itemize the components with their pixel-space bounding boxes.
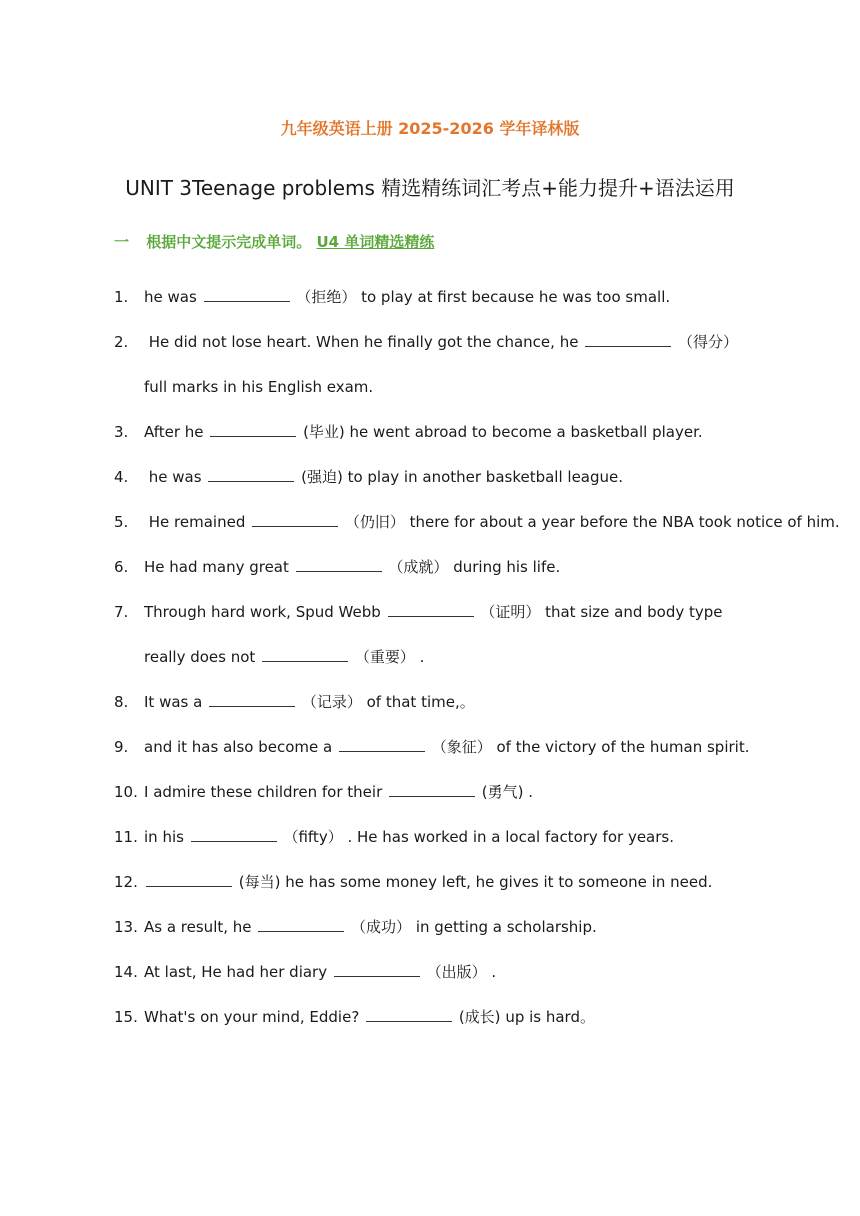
question-suffix: of that time,。 — [366, 693, 475, 711]
question-text — [144, 963, 496, 981]
chinese-hint: （fifty） — [278, 828, 348, 846]
question-text — [144, 423, 703, 441]
answer-blank[interactable] — [208, 467, 294, 482]
question-prefix: He had many great — [144, 558, 294, 576]
answer-blank[interactable] — [258, 917, 344, 932]
question-number: 10. — [114, 783, 138, 801]
question-suffix: of the victory of the human spirit. — [496, 738, 750, 756]
chinese-hint: （得分） — [673, 333, 738, 351]
chinese-hint: (每当) — [234, 873, 286, 891]
question-suffix: he went abroad to become a basketball player. — [349, 423, 703, 441]
question-prefix: really does not — [144, 648, 261, 666]
question-item — [114, 556, 764, 578]
question-number: 9. — [114, 738, 129, 756]
answer-blank[interactable] — [339, 737, 425, 752]
chinese-hint: （记录） — [297, 693, 367, 711]
answer-blank[interactable] — [210, 422, 296, 437]
question-text — [144, 693, 475, 711]
chinese-hint: (强迫) — [296, 468, 348, 486]
question-prefix: in his — [144, 828, 189, 846]
question-text — [144, 828, 674, 846]
question-number: 14. — [114, 963, 138, 981]
question-item — [114, 871, 764, 893]
question-text — [144, 603, 723, 621]
question-number: 6. — [114, 558, 129, 576]
question-prefix: As a result, he — [144, 918, 257, 936]
answer-blank[interactable] — [209, 692, 295, 707]
chinese-hint: (勇气) — [477, 783, 529, 801]
question-item — [114, 736, 764, 758]
chinese-hint: （成就） — [383, 558, 454, 576]
answer-blank[interactable] — [252, 512, 338, 527]
chinese-hint: （成功） — [346, 918, 416, 936]
question-text — [144, 468, 623, 486]
question-prefix: Through hard work, Spud Webb — [144, 603, 386, 621]
question-prefix: he was — [144, 468, 207, 486]
question-number: 13. — [114, 918, 138, 936]
answer-blank[interactable] — [366, 1007, 452, 1022]
chinese-hint: （证明） — [475, 603, 546, 621]
question-number: 11. — [114, 828, 138, 846]
answer-blank[interactable] — [388, 602, 474, 617]
question-continuation — [144, 376, 373, 398]
answer-blank[interactable] — [296, 557, 382, 572]
answer-blank[interactable] — [204, 287, 290, 302]
question-prefix: He did not lose heart. When he finally got the chance, he — [144, 333, 584, 351]
answer-blank[interactable] — [585, 332, 671, 347]
document-title: UNIT 3Teenage problems 精选精练词汇考点+能力提升+语法运用 — [125, 176, 735, 200]
answer-blank[interactable] — [191, 827, 277, 842]
question-suffix: . — [419, 648, 425, 666]
section-number: 一 — [114, 233, 130, 251]
question-item — [114, 691, 764, 713]
question-text — [144, 783, 533, 801]
answer-blank[interactable] — [389, 782, 475, 797]
chinese-hint: （象征） — [426, 738, 497, 756]
chinese-hint: （出版） — [421, 963, 492, 981]
question-text — [144, 918, 597, 936]
question-suffix: to play at first because he was too small. — [361, 288, 671, 306]
question-item — [114, 466, 764, 488]
question-suffix: . — [491, 963, 497, 981]
question-number: 1. — [114, 288, 129, 306]
question-item — [114, 961, 764, 983]
answer-blank[interactable] — [262, 647, 348, 662]
question-item — [114, 1006, 764, 1028]
question-prefix: and it has also become a — [144, 738, 337, 756]
section-link[interactable]: U4 单词精选精练 — [316, 233, 435, 251]
chinese-hint: （重要） — [350, 648, 420, 666]
document-subtitle: 九年级英语上册 2025-2026 学年译林版 — [280, 119, 580, 138]
question-number: 15. — [114, 1008, 138, 1026]
question-text — [144, 333, 738, 351]
question-continuation-text: full marks in his English exam. — [144, 378, 374, 396]
question-number: 4. — [114, 468, 129, 486]
question-item — [114, 421, 764, 443]
question-text — [144, 558, 560, 576]
question-suffix: . — [528, 783, 534, 801]
question-item — [114, 601, 764, 623]
question-item — [114, 781, 764, 803]
question-text — [144, 1008, 595, 1026]
question-item — [114, 331, 764, 353]
question-item — [114, 916, 764, 938]
question-suffix: there for about a year before the NBA took notice of him. — [409, 513, 840, 531]
question-number: 8. — [114, 693, 129, 711]
question-text — [144, 873, 712, 891]
section-label: 根据中文提示完成单词。 — [146, 233, 312, 251]
answer-blank[interactable] — [146, 872, 232, 887]
question-number: 3. — [114, 423, 129, 441]
question-number: 7. — [114, 603, 129, 621]
question-text — [144, 288, 670, 306]
question-suffix: to play in another basketball league. — [347, 468, 624, 486]
chinese-hint: （仍旧） — [340, 513, 410, 531]
question-number: 12. — [114, 873, 138, 891]
question-item — [114, 826, 764, 848]
question-prefix: he was — [144, 288, 202, 306]
chinese-hint: (成长) — [454, 1008, 506, 1026]
question-prefix: It was a — [144, 693, 208, 711]
question-prefix: I admire these children for their — [144, 783, 388, 801]
question-text — [144, 513, 840, 531]
question-text — [144, 738, 749, 756]
question-number: 5. — [114, 513, 129, 531]
question-suffix: . He has worked in a local factory for years. — [347, 828, 674, 846]
question-prefix: He remained — [144, 513, 251, 531]
question-suffix: during his life. — [453, 558, 561, 576]
question-prefix: After he — [144, 423, 209, 441]
question-continuation — [144, 646, 424, 668]
question-suffix: he has some money left, he gives it to someone in need. — [285, 873, 713, 891]
question-item — [114, 511, 840, 533]
chinese-hint: （拒绝） — [291, 288, 362, 306]
question-suffix: up is hard。 — [505, 1008, 595, 1026]
question-suffix: that size and body type — [545, 603, 723, 621]
chinese-hint: (毕业) — [298, 423, 350, 441]
question-prefix: What's on your mind, Eddie? — [144, 1008, 365, 1026]
question-prefix: At last, He had her diary — [144, 963, 332, 981]
question-item — [114, 286, 764, 308]
section-heading — [114, 231, 434, 252]
answer-blank[interactable] — [334, 962, 420, 977]
question-number: 2. — [114, 333, 129, 351]
question-suffix: in getting a scholarship. — [415, 918, 597, 936]
